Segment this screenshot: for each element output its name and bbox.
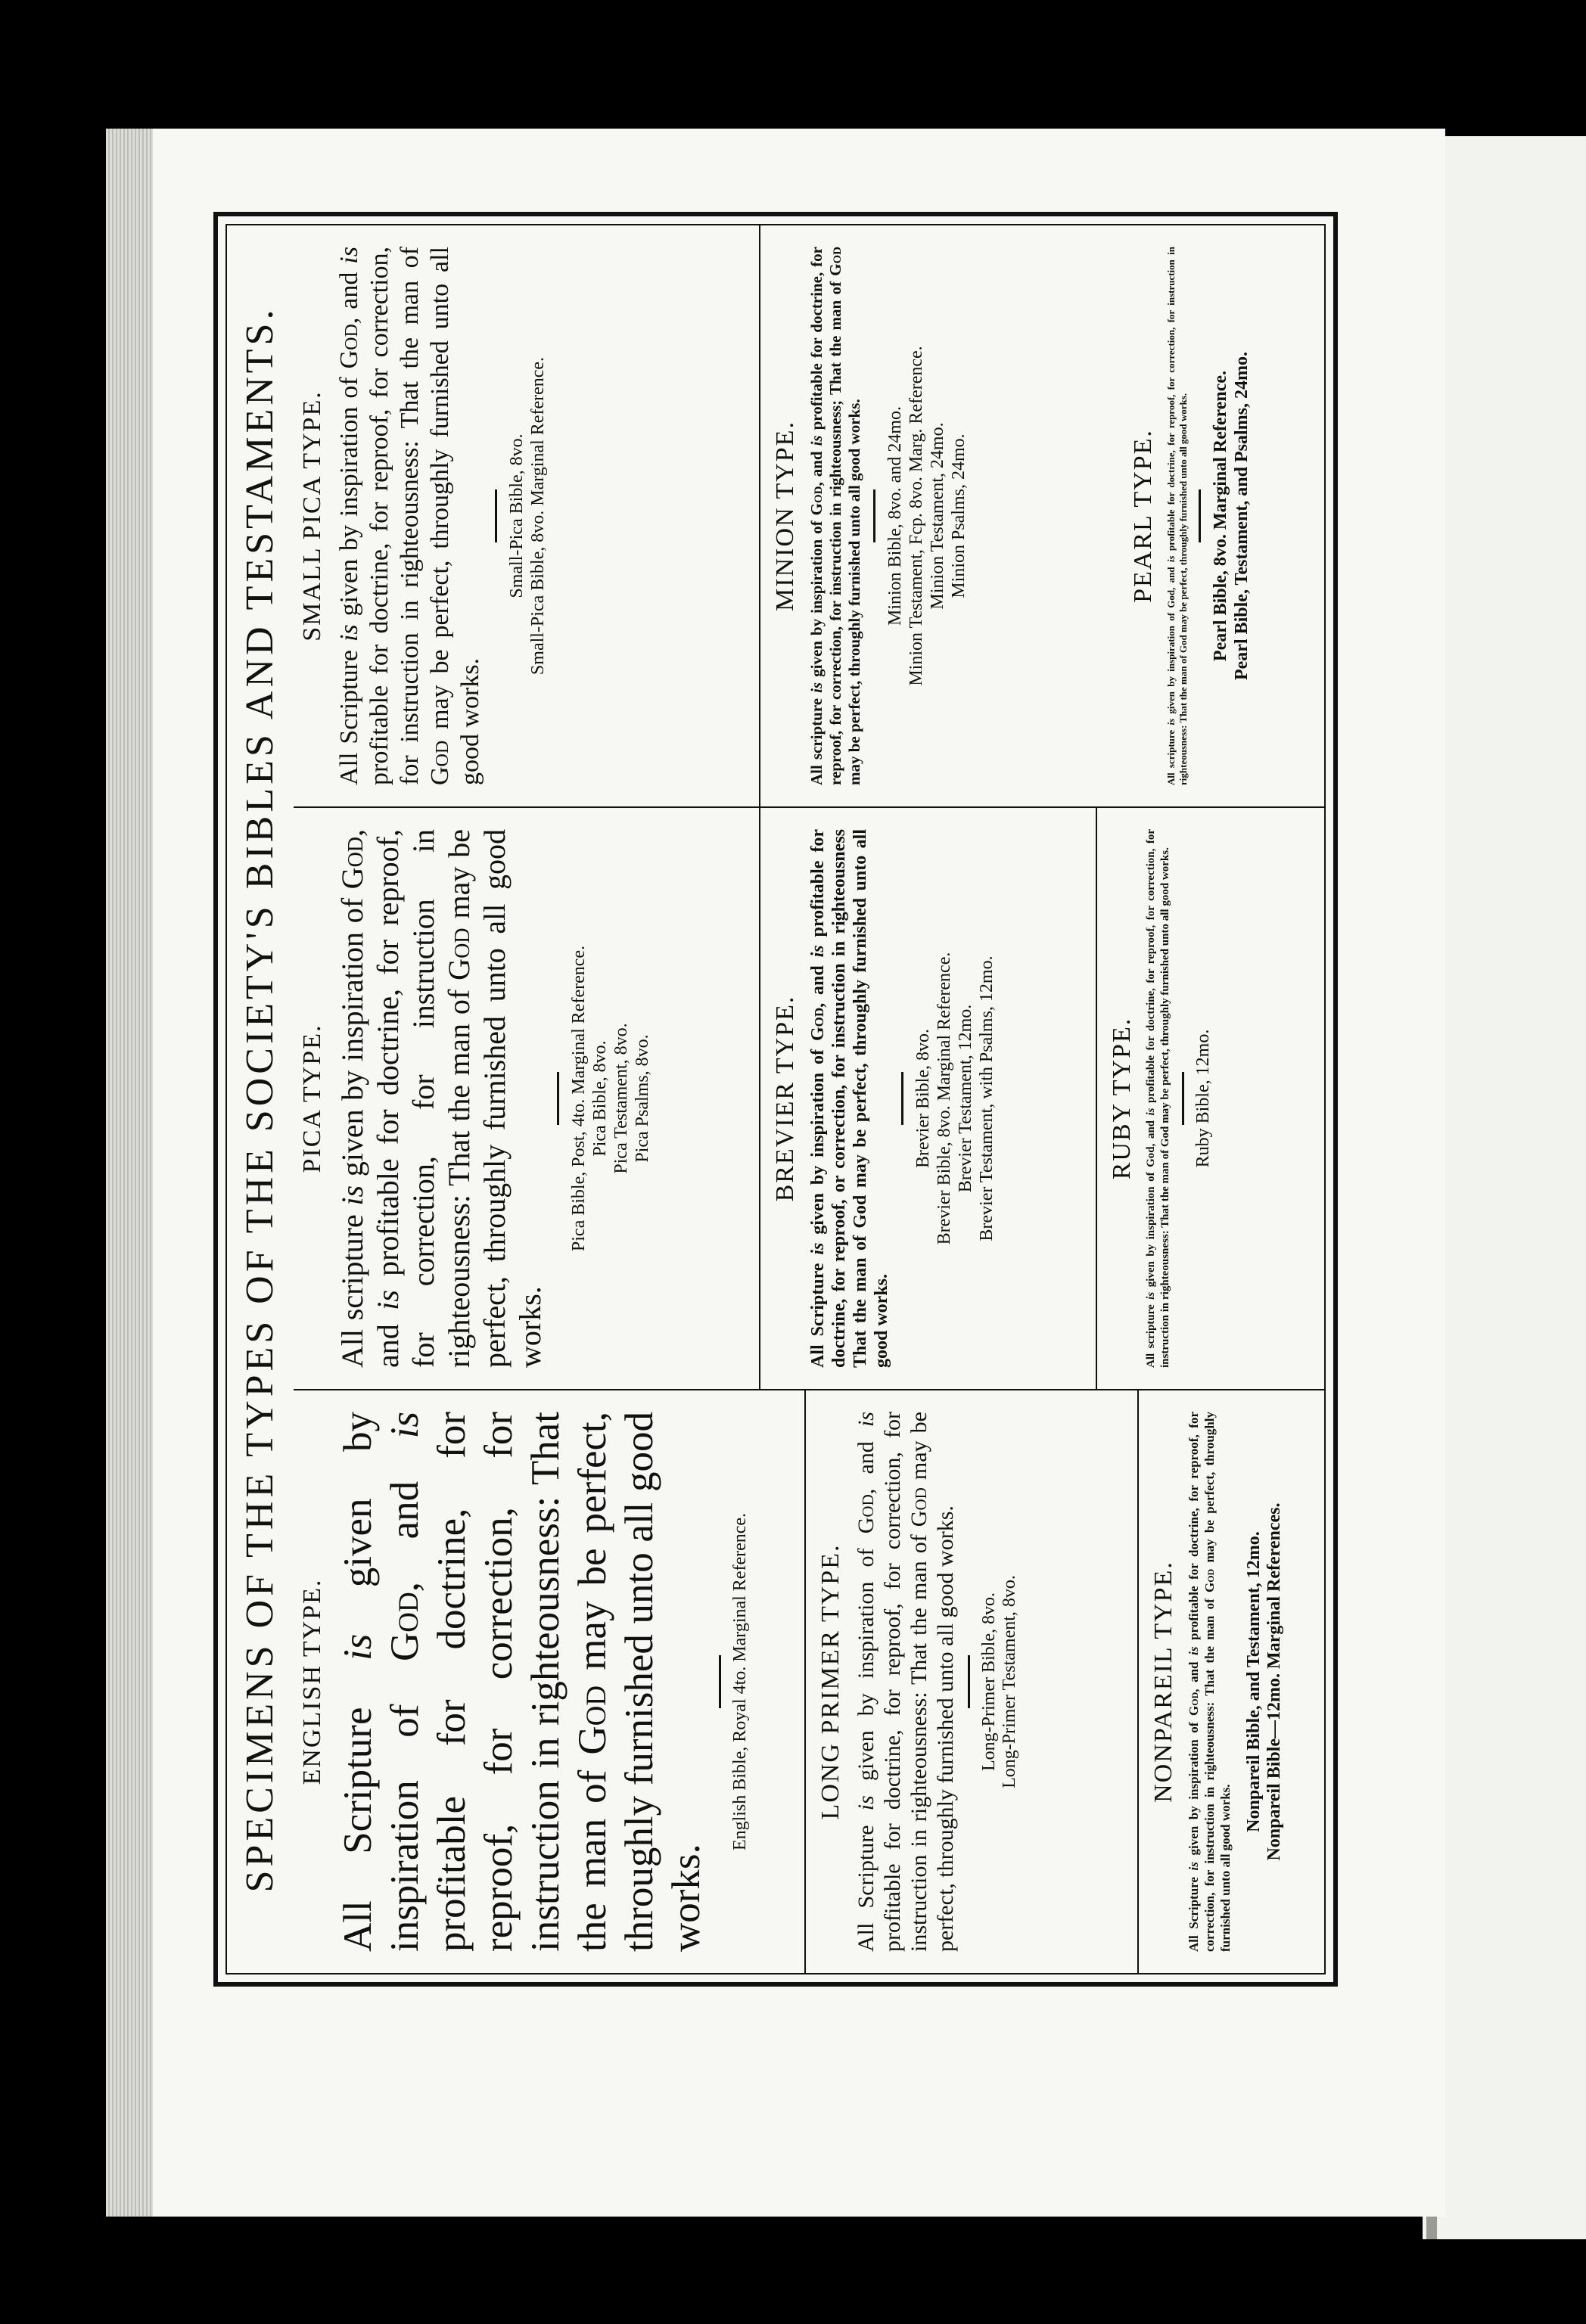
long-primer-type-specimen: All Scripture is given by inspiration of God, and is profitable for doctrine, for reproof, for correction, for instruction in righteousness: That the man of God may be perfect, throughly furnished unto all good works.	[854, 1411, 958, 1952]
column-1	[294, 1390, 1324, 1973]
pica-edition: Pica Psalms, 8vo.	[633, 1034, 652, 1163]
ruby-type-section	[1096, 808, 1324, 1389]
section-rule	[557, 1072, 559, 1125]
brevier-edition: Brevier Bible, 8vo. Marginal Reference.	[934, 952, 954, 1245]
minion-type-specimen: All scripture is given by inspiration of God, and is profitable for doctrine, for reproof, for correction, for instruction in righteousness; That the man of God may be perfect, throughly furnished unto all good works.	[807, 247, 863, 785]
section-rule	[495, 489, 497, 542]
long-primer-type-section	[804, 1390, 1137, 1973]
minion-edition: Minion Testament, 24mo.	[928, 422, 947, 610]
pica-edition: Pica Bible, Post, 4to. Marginal Reference.	[569, 945, 589, 1252]
section-rule	[1199, 489, 1201, 542]
section-rule	[873, 489, 875, 542]
english-type-section	[294, 1390, 804, 1973]
small-pica-type-specimen: All Scripture is given by inspiration of God, and is profitable for doctrine, for reproof, for correction, for instruction in righteousness: That the man of God may be perfect, throughly furnished unto all good works.	[335, 247, 484, 785]
adjacent-page	[1423, 136, 1586, 2239]
nonpareil-edition: Nonpareil Bible—12mo. Marginal References.	[1264, 1502, 1284, 1861]
minion-edition: Minion Bible, 8vo. and 24mo.	[885, 406, 905, 626]
specimen-grid	[294, 225, 1324, 1973]
english-type-heading: ENGLISH TYPE.	[298, 1578, 326, 1785]
brevier-type-heading: BREVIER TYPE.	[771, 995, 799, 1202]
section-rule	[1182, 1072, 1184, 1125]
pica-edition: Pica Testament, 8vo.	[611, 1023, 631, 1174]
page-title: SPECIMENS OF THE TYPES OF THE SOCIETY'S BIBLES AND TESTAMENTS.	[238, 306, 281, 1893]
section-rule	[719, 1655, 721, 1708]
column-2	[294, 808, 1324, 1390]
nonpareil-type-specimen: All Scripture is given by inspiration of God, and is profitable for doctrine, for reproof, for correction, for instruction in righteousness: That the man of God may be perfect, throughly furnished unto all good works.	[1186, 1412, 1233, 1952]
ruby-type-heading: RUBY TYPE.	[1108, 1017, 1136, 1180]
long-primer-edition: Long-Primer Testament, 8vo.	[1000, 1575, 1019, 1788]
ruby-edition: Ruby Bible, 12mo.	[1193, 1029, 1213, 1168]
nonpareil-type-section	[1137, 1390, 1324, 1973]
brevier-edition: Brevier Testament, with Psalms, 12mo.	[977, 955, 997, 1241]
specimen-sheet	[213, 212, 1338, 1987]
pica-type-section	[294, 808, 759, 1389]
ruby-type-specimen: All scripture is given by inspiration of God, and is profitable for doctrine, for reproof, for correction, for instruction in righteousness: That the man of God may be perfect, throughly furnished unto all good works.	[1145, 828, 1171, 1368]
pearl-edition: Pearl Bible, 8vo. Marginal Reference.	[1211, 370, 1230, 662]
page-edge	[106, 129, 153, 2217]
pica-type-specimen: All scripture is given by inspiration of God, and is profitable for doctrine, for reproof, for correction, for instruction in righteousness: That the man of God may be perfect, throughly furnished unto all good works.	[335, 828, 547, 1368]
minion-edition: Minion Testament, Fcp. 8vo. Marg. Reference.	[907, 346, 926, 686]
nonpareil-edition: Nonpareil Bible, and Testament, 12mo.	[1244, 1531, 1264, 1832]
nonpareil-type-heading: NONPAREIL TYPE.	[1149, 1561, 1177, 1803]
section-rule	[901, 1072, 903, 1125]
pearl-edition: Pearl Bible, Testament, and Psalms, 24mo.	[1232, 352, 1252, 681]
pearl-type-specimen: All scripture is given by inspiration of God, and is profitable for doctrine, for reproof, for correction, for instruction in righteousness: That the man of God may be perfect, throughly furnished unto all good works.	[1165, 246, 1189, 785]
minion-type-section	[759, 225, 1118, 806]
pica-edition: Pica Bible, 8vo.	[590, 1040, 610, 1157]
small-pica-edition: Small-Pica Bible, 8vo. Marginal Reference.	[528, 356, 548, 676]
pica-type-heading: PICA TYPE.	[298, 1024, 326, 1173]
english-type-specimen: All Scripture is given by inspiration of God, and is profitable for doctrine, for reproof, for correction, for instruction in righteousness: That the man of God may be perfect, throughly furnished unto all good works.	[336, 1411, 708, 1952]
small-pica-edition: Small-Pica Bible, 8vo.	[507, 433, 527, 598]
pearl-type-heading: PEARL TYPE.	[1129, 429, 1157, 603]
brevier-edition: Brevier Testament, 12mo.	[956, 1004, 975, 1193]
column-3	[294, 225, 1324, 808]
minion-edition: Minion Psalms, 24mo.	[949, 433, 969, 598]
english-edition: English Bible, Royal 4to. Marginal Reference.	[730, 1512, 750, 1851]
long-primer-edition: Long-Primer Bible, 8vo.	[979, 1592, 999, 1771]
brevier-type-specimen: All Scripture is given by inspiration of God, and is profitable for doctrine, for reproof, or correction, for instruction in righteousness That the man of God may be perfect, throughly furnished unto all good works.	[808, 829, 891, 1368]
brevier-type-section	[759, 808, 1096, 1389]
small-pica-type-section	[294, 225, 759, 806]
long-primer-type-heading: LONG PRIMER TYPE.	[816, 1543, 844, 1820]
pearl-type-section	[1118, 225, 1324, 806]
minion-type-heading: MINION TYPE.	[771, 421, 799, 611]
brevier-edition: Brevier Bible, 8vo.	[913, 1029, 933, 1168]
specimen-frame	[225, 224, 1326, 1974]
small-pica-type-heading: SMALL PICA TYPE.	[298, 390, 326, 642]
section-rule	[968, 1655, 970, 1708]
